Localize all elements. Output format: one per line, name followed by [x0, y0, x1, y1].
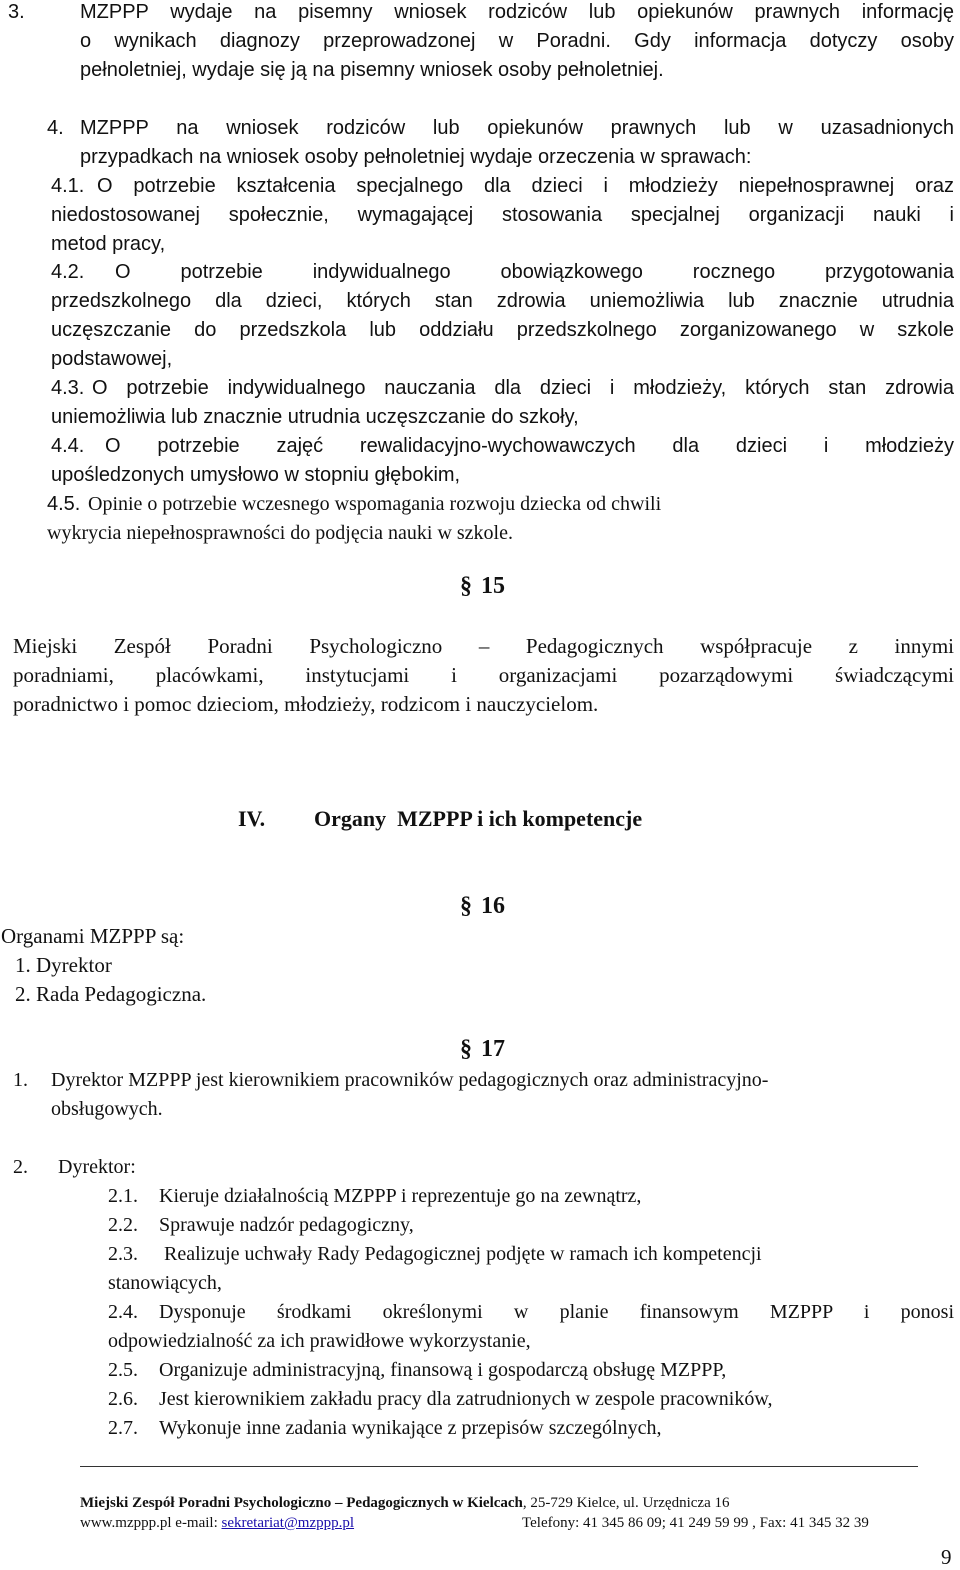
item-4-2-line-1: O potrzebie indywidualnego obowiązkowego rocznego przygotowania [115, 261, 954, 283]
point-2-number: 2. [13, 1156, 28, 1178]
paragraph-15-line-1: Miejski Zespół Poradni Psychologiczno – Pedagogicznych współpracuje z innymi [13, 634, 954, 658]
section-3-line-3: pełnoletniej, wydaje się ją na pisemny wniosek osoby pełnoletniej. [80, 59, 664, 81]
point-2-label: Dyrektor: [58, 1156, 136, 1178]
chapter-title: Organy MZPPP i ich kompetencje [314, 806, 643, 831]
item-2-5-line-1: Organizuje administracyjną, finansową i gospodarczą obsługę MZPPP, [159, 1359, 727, 1381]
item-2-2-line-1: Sprawuje nadzór pedagogiczny, [159, 1214, 414, 1236]
footer-address: , 25-729 Kielce, ul. Urzędnicza 16 [522, 1495, 730, 1511]
item-2-7-line-1: Wykonuje inne zadania wynikające z przepisów szczególnych, [159, 1417, 662, 1439]
item-4-4-line-2: upośledzonych umysłowo w stopniu głębokim, [51, 464, 461, 486]
item-4-1-line-2: niedostosowanej społecznie, wymagającej stosowania specjalnej organizacji nauki i [51, 204, 954, 226]
item-4-3-line-1: O potrzebie indywidualnego nauczania dla dzieci i młodzieży, których stan zdrowia [92, 377, 954, 399]
item-2-5-number: 2.5. [108, 1359, 138, 1381]
footer-divider [80, 1466, 918, 1467]
item-4-4-number: 4.4. [51, 435, 85, 457]
item-4-2-line-3: uczęszczanie do przedszkola lub oddziału przedszkolnego zorganizowanego w szkole [51, 319, 954, 341]
section-4-line-1: MZPPP na wniosek rodziców lub opiekunów prawnych lub w uzasadnionych [80, 117, 954, 139]
item-4-1-line-3: metod pracy, [51, 233, 166, 255]
paragraph-17-sign: § [460, 1036, 472, 1062]
footer-website[interactable]: www.mzppp.pl [80, 1515, 172, 1531]
item-4-1-number: 4.1. [51, 175, 85, 197]
item-4-5-line-1: Opinie o potrzebie wczesnego wspomagania rozwoju dziecka od chwili [88, 493, 662, 515]
item-2-4-line-1: Dysponuje środkami określonymi w planie finansowym MZPPP i ponosi [159, 1301, 954, 1323]
item-2-1-number: 2.1. [108, 1185, 138, 1207]
item-2-2-number: 2.2. [108, 1214, 138, 1236]
page-number: 9 [941, 1545, 952, 1569]
section-3-number: 3. [8, 1, 25, 23]
item-4-2-line-4: podstawowej, [51, 348, 173, 370]
point-1-line-2: obsługowych. [51, 1098, 163, 1120]
item-2-4-line-2: odpowiedzialność za ich prawidłowe wykorzystanie, [108, 1330, 531, 1352]
footer-email-label: e-mail: [171, 1515, 222, 1531]
item-4-1-line-1: O potrzebie kształcenia specjalnego dla dzieci i młodzieży niepełnosprawnej oraz [97, 175, 954, 197]
item-2-3-number: 2.3. [108, 1243, 138, 1265]
section-3-line-2: o wynikach diagnozy przeprowadzonej w Poradni. Gdy informacja dotyczy osoby [80, 30, 954, 52]
point-1-number: 1. [13, 1069, 28, 1091]
footer-line-1 [80, 1493, 729, 1513]
paragraph-16-sign: § [460, 893, 472, 919]
item-4-3-line-2: uniemożliwia lub znacznie utrudnia uczęszczanie do szkoły, [51, 406, 579, 428]
footer-organization: Miejski Zespół Poradni Psychologiczno – Pedagogicznych w Kielcach [80, 1495, 523, 1511]
item-2-6-number: 2.6. [108, 1388, 138, 1410]
item-4-4-line-1: O potrzebie zajęć rewalidacyjno-wychowawczych dla dzieci i młodzieży [105, 435, 954, 457]
item-4-5-line-2: wykrycia niepełnosprawności do podjęcia nauki w szkole. [47, 522, 513, 544]
paragraph-16-intro: Organami MZPPP są: [1, 924, 185, 948]
paragraph-17-number: 17 [481, 1036, 505, 1062]
footer-phones: Telefony: 41 345 86 09; 41 249 59 99 , Fax: 41 345 32 39 [522, 1515, 869, 1531]
section-4-line-2: przypadkach na wniosek osoby pełnoletniej wydaje orzeczenia w sprawach: [80, 146, 752, 168]
paragraph-15-number: 15 [481, 573, 505, 599]
footer-email-link[interactable]: sekretariat@mzppp.pl [221, 1515, 355, 1531]
item-2-6-line-1: Jest kierownikiem zakładu pracy dla zatrudnionych w zespole pracowników, [159, 1388, 773, 1410]
item-2-1-line-1: Kieruje działalnością MZPPP i reprezentuje go na zewnątrz, [159, 1185, 642, 1207]
chapter-number: IV. [238, 806, 266, 831]
paragraph-15-line-2: poradniami, placówkami, instytucjami i organizacjami pozarządowymi świadczącymi [13, 663, 954, 687]
item-2-3-line-2: stanowiących, [108, 1272, 222, 1294]
paragraph-16-number: 16 [481, 893, 505, 919]
paragraph-16-item-1: 1. Dyrektor [15, 953, 112, 977]
section-4-number: 4. [47, 117, 64, 139]
section-3-line-1: MZPPP wydaje na pisemny wniosek rodziców lub opiekunów prawnych informację [80, 1, 954, 23]
point-1-line-1: Dyrektor MZPPP jest kierownikiem pracowników pedagogicznych oraz administracyjno- [51, 1069, 769, 1091]
paragraph-16-item-2: 2. Rada Pedagogiczna. [15, 982, 207, 1006]
item-2-3-line-1: Realizuje uchwały Rady Pedagogicznej podjęte w ramach ich kompetencji [159, 1243, 762, 1265]
paragraph-15-sign: § [460, 573, 472, 599]
item-2-7-number: 2.7. [108, 1417, 138, 1439]
paragraph-15-line-3: poradnictwo i pomoc dzieciom, młodzieży, rodzicom i nauczycielom. [13, 692, 599, 716]
item-4-2-line-2: przedszkolnego dla dzieci, których stan zdrowia uniemożliwia lub znacznie utrudnia [51, 290, 954, 312]
item-4-2-number: 4.2. [51, 261, 85, 283]
item-4-5-number: 4.5. [47, 493, 81, 515]
item-2-4-number: 2.4. [108, 1301, 138, 1323]
item-4-3-number: 4.3. [51, 377, 85, 399]
footer-line-2 [80, 1513, 354, 1533]
